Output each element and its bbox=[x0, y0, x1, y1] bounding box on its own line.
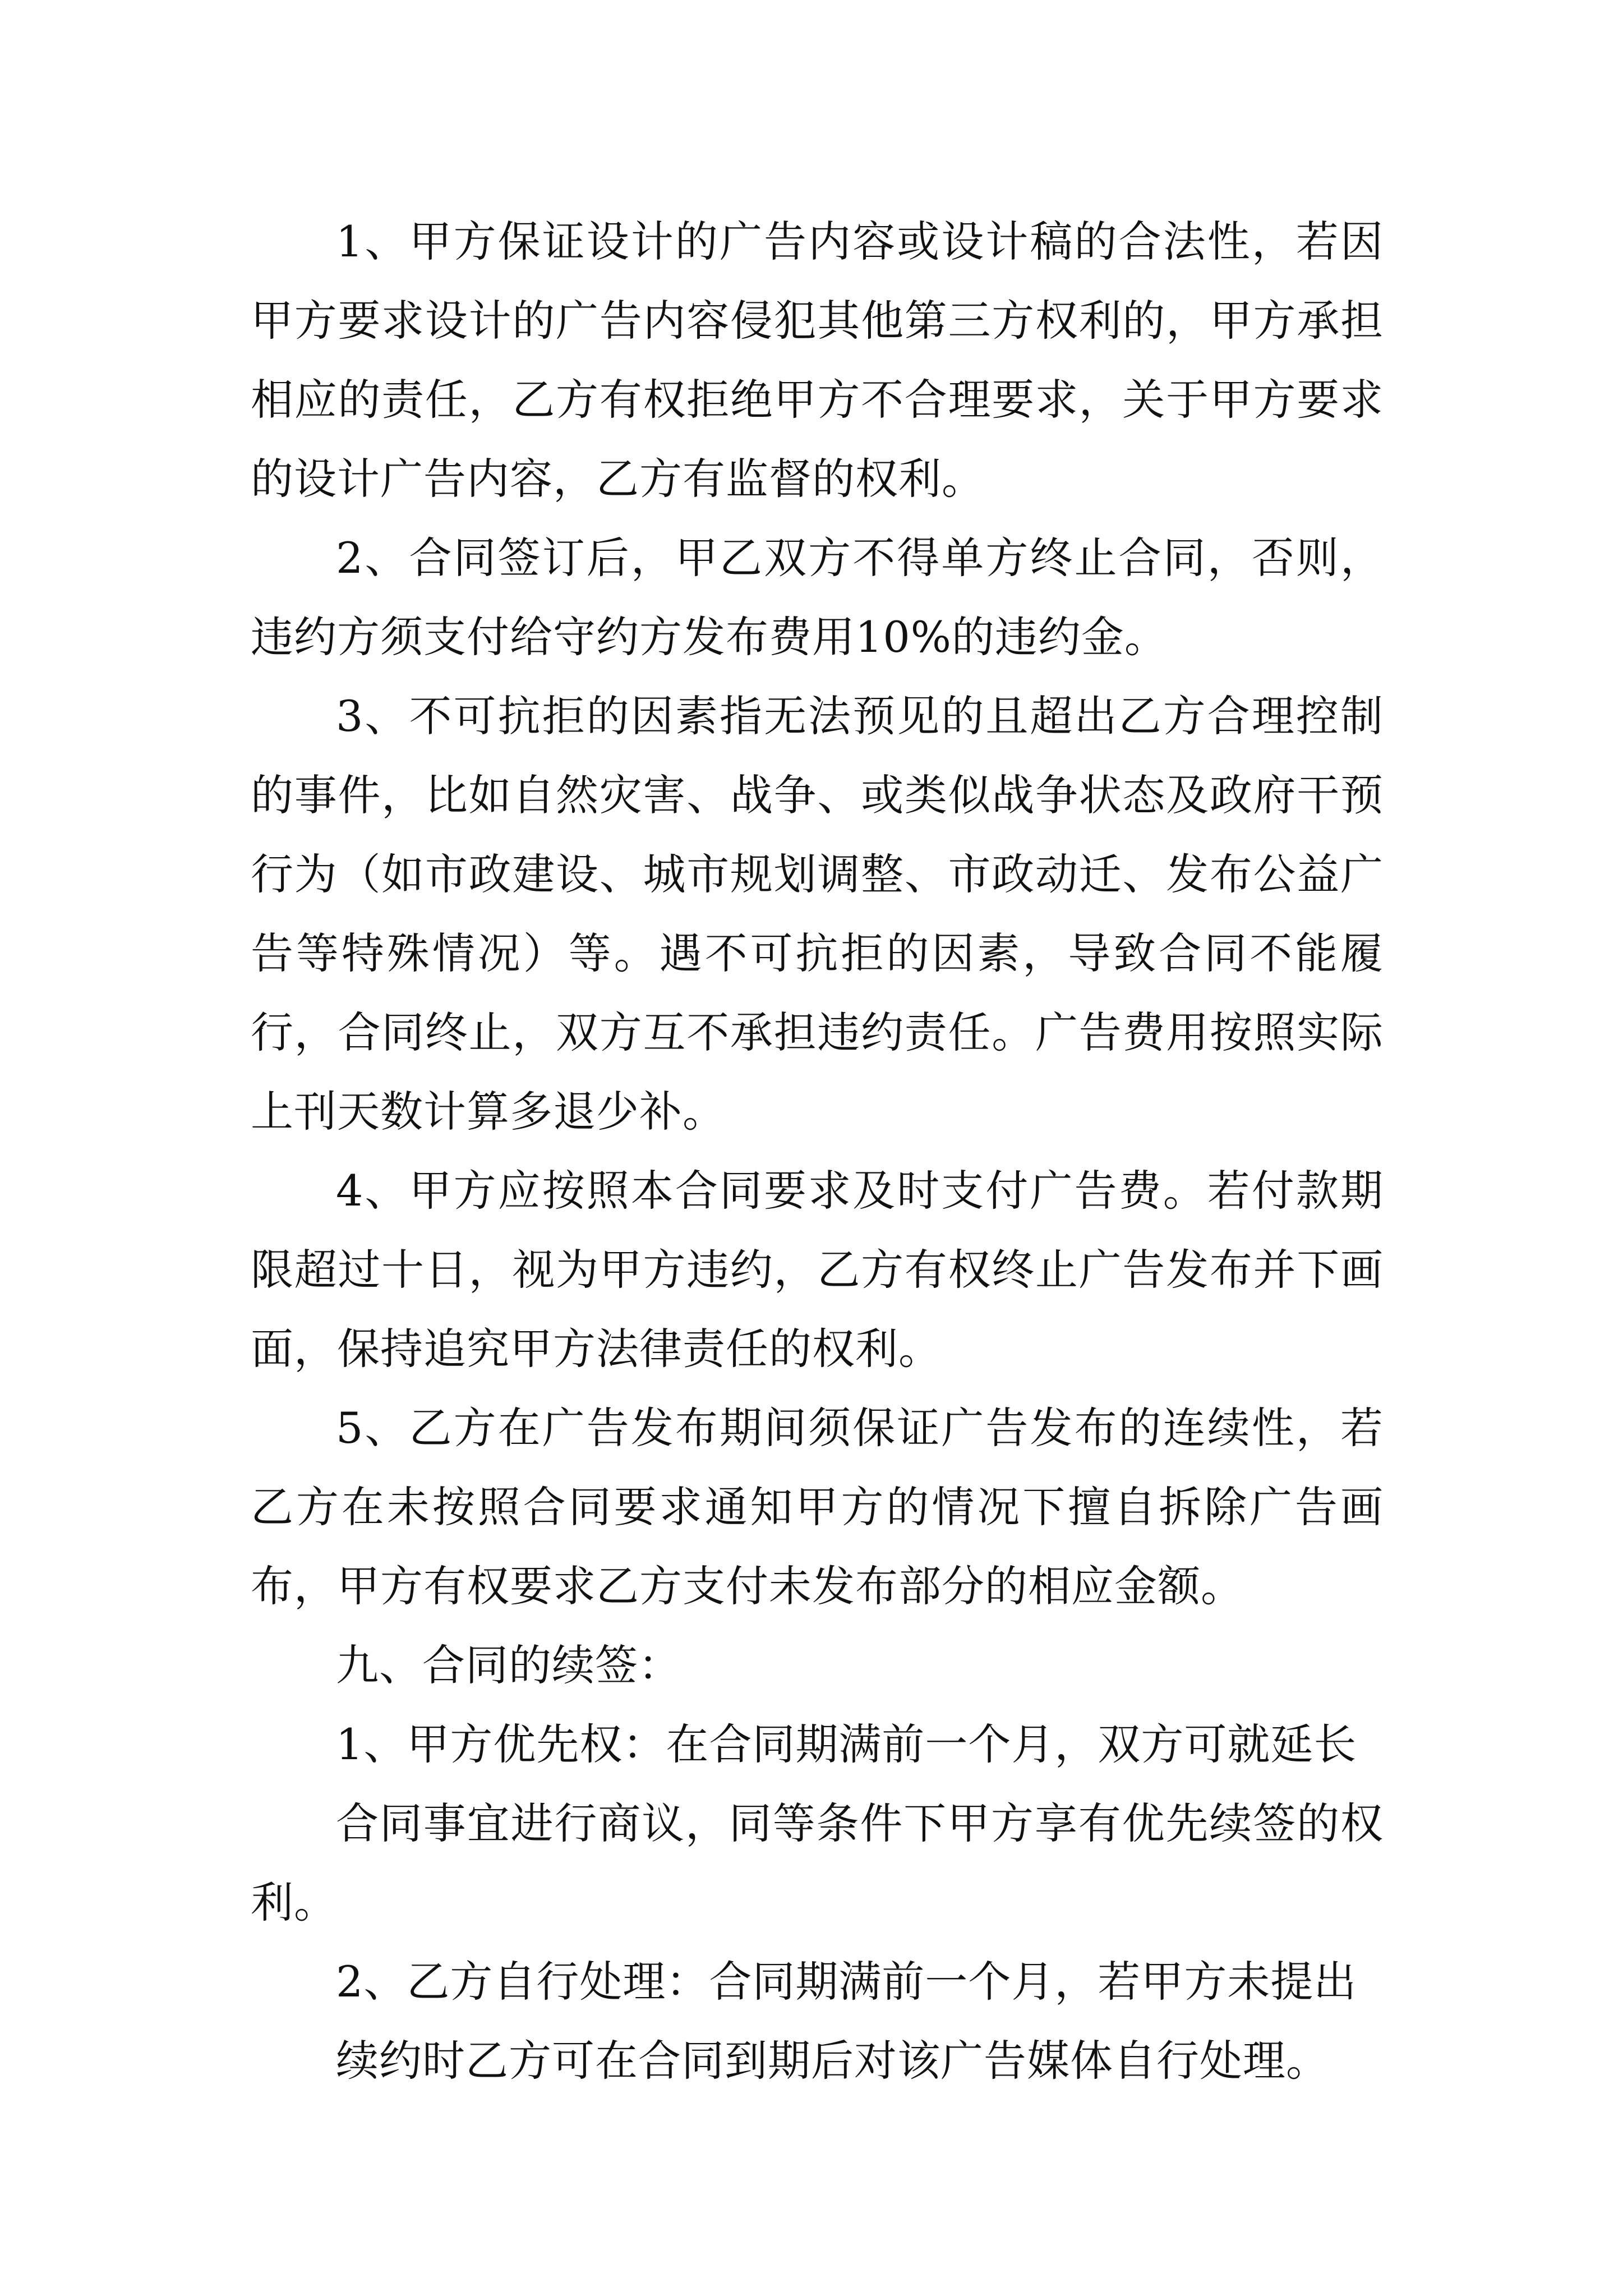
clause-text: 4、甲方应按照本合同要求及时支付广告费。若付款期限超过十日，视为甲方违约，乙方有权终止广告发布并下画面，保持追究甲方法律责任的权利。 bbox=[251, 1166, 1384, 1374]
clause-4 bbox=[251, 1151, 1384, 1388]
renewal-item-1 bbox=[251, 1705, 1384, 1942]
clause-1 bbox=[251, 202, 1384, 518]
renewal-item-continuation: 续约时乙方可在合同到期后对该广告媒体自行处理。 bbox=[336, 2036, 1329, 2086]
renewal-item-first-line: 1、甲方优先权：在合同期满前一个月，双方可就延长 bbox=[336, 1719, 1357, 1769]
clause-5 bbox=[251, 1388, 1384, 1626]
clause-2 bbox=[251, 518, 1384, 677]
renewal-item-first-line: 2、乙方自行处理：合同期满前一个月，若甲方未提出 bbox=[336, 1957, 1357, 2007]
clause-3 bbox=[251, 677, 1384, 1151]
clause-text: 1、甲方保证设计的广告内容或设计稿的合法性，若因甲方要求设计的广告内容侵犯其他第三方权利的，甲方承担相应的责任，乙方有权拒绝甲方不合理要求，关于甲方要求的设计广告内容，乙方有监督的权利。 bbox=[251, 217, 1384, 504]
renewal-item-2 bbox=[251, 1942, 1384, 2100]
renewal-item-continuation: 合同事宜进行商议，同等条件下甲方享有优先续签的权利。 bbox=[251, 1798, 1384, 1927]
section-heading-renewal: 九、合同的续签： bbox=[336, 1640, 681, 1690]
document-body bbox=[251, 202, 1384, 2100]
clause-text: 5、乙方在广告发布期间须保证广告发布的连续性，若乙方在未按照合同要求通知甲方的情况下擅自拆除广告画布，甲方有权要求乙方支付未发布部分的相应金额。 bbox=[251, 1403, 1384, 1611]
clause-text: 3、不可抗拒的因素指无法预见的且超出乙方合理控制的事件，比如自然灾害、战争、或类似战争状态及政府干预行为（如市政建设、城市规划调整、市政动迁、发布公益广告等特殊情况）等。遇不可抗拒的因素，导致合同不能履行，合同终止，双方互不承担违约责任。广告费用按照实际上刊天数计算多退少补。 bbox=[251, 691, 1384, 1137]
clause-text: 2、合同签订后，甲乙双方不得单方终止合同，否则，违约方须支付给守约方发布费用10%的违约金。 bbox=[251, 533, 1384, 662]
